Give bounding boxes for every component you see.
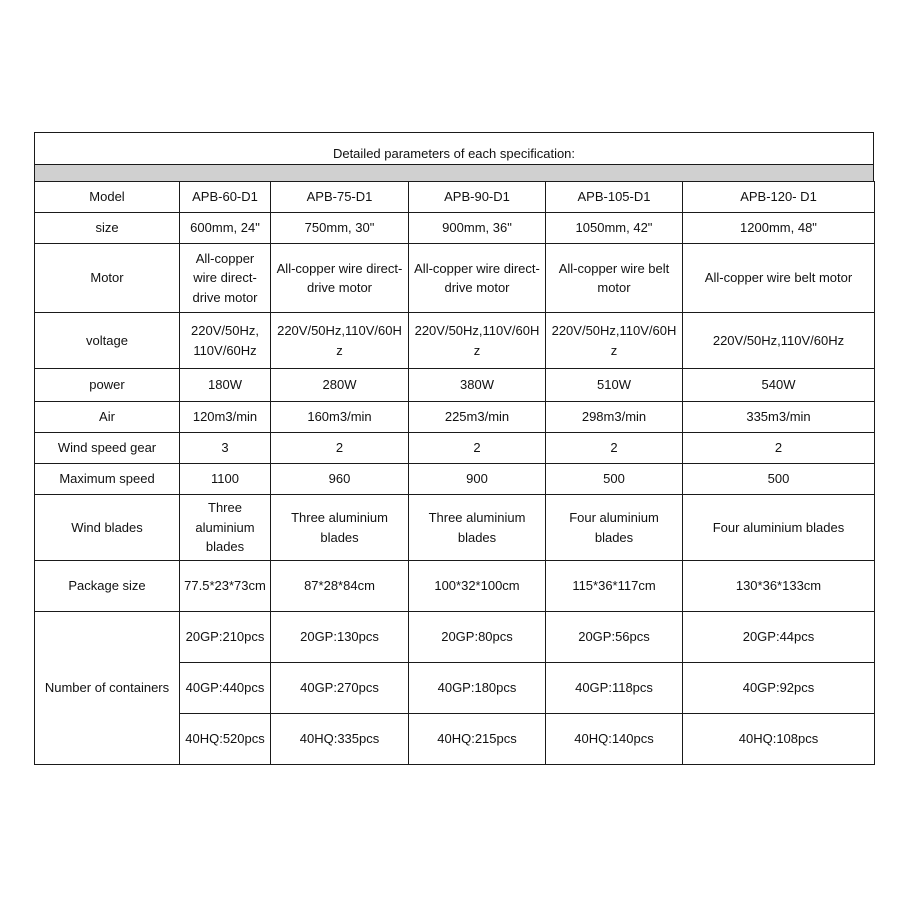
row-label-wind-speed-gear: Wind speed gear (35, 433, 180, 464)
cell-blades-1: Three aluminium blades (180, 495, 271, 561)
row-label-number-of-containers: Number of containers (35, 612, 180, 765)
cell-speed-1: 1100 (180, 464, 271, 495)
cell-air-4: 298m3/min (546, 402, 683, 433)
cell-gear-5: 2 (683, 433, 875, 464)
cell-air-2: 160m3/min (271, 402, 409, 433)
cell-voltage-2: 220V/50Hz,110V/60Hz (271, 313, 409, 369)
cell-gear-4: 2 (546, 433, 683, 464)
cell-package-5: 130*36*133cm (683, 561, 875, 612)
cell-air-1: 120m3/min (180, 402, 271, 433)
table-row-power (35, 369, 875, 402)
cell-40gp-4: 40GP:118pcs (546, 663, 683, 714)
row-label-model: Model (35, 182, 180, 213)
cell-motor-2: All-copper wire direct-drive motor (271, 244, 409, 313)
table-row-air (35, 402, 875, 433)
cell-package-2: 87*28*84cm (271, 561, 409, 612)
cell-power-3: 380W (409, 369, 546, 402)
row-label-air: Air (35, 402, 180, 433)
table-row-motor (35, 244, 875, 313)
header-band (34, 165, 874, 181)
cell-20gp-1: 20GP:210pcs (180, 612, 271, 663)
row-label-power: power (35, 369, 180, 402)
table-title (34, 132, 874, 165)
cell-gear-3: 2 (409, 433, 546, 464)
cell-size-5: 1200mm, 48" (683, 213, 875, 244)
row-label-maximum-speed: Maximum speed (35, 464, 180, 495)
cell-40gp-2: 40GP:270pcs (271, 663, 409, 714)
cell-voltage-1: 220V/50Hz, 110V/60Hz (180, 313, 271, 369)
table-row-package-size (35, 561, 875, 612)
table-row-wind-speed-gear (35, 433, 875, 464)
cell-power-5: 540W (683, 369, 875, 402)
table-row-size (35, 213, 875, 244)
cell-model-2: APB-75-D1 (271, 182, 409, 213)
cell-package-3: 100*32*100cm (409, 561, 546, 612)
cell-model-4: APB-105-D1 (546, 182, 683, 213)
spec-sheet (34, 132, 874, 765)
cell-40hq-3: 40HQ:215pcs (409, 714, 546, 765)
cell-gear-2: 2 (271, 433, 409, 464)
specification-table (34, 181, 875, 765)
row-label-package-size: Package size (35, 561, 180, 612)
cell-40hq-4: 40HQ:140pcs (546, 714, 683, 765)
row-label-voltage: voltage (35, 313, 180, 369)
cell-blades-2: Three aluminium blades (271, 495, 409, 561)
table-row-containers-20gp (35, 612, 875, 663)
cell-power-4: 510W (546, 369, 683, 402)
cell-20gp-2: 20GP:130pcs (271, 612, 409, 663)
table-row-voltage (35, 313, 875, 369)
cell-blades-5: Four aluminium blades (683, 495, 875, 561)
cell-voltage-4: 220V/50Hz,110V/60Hz (546, 313, 683, 369)
cell-speed-4: 500 (546, 464, 683, 495)
cell-size-2: 750mm, 30" (271, 213, 409, 244)
cell-voltage-3: 220V/50Hz,110V/60Hz (409, 313, 546, 369)
table-row-maximum-speed (35, 464, 875, 495)
cell-40gp-3: 40GP:180pcs (409, 663, 546, 714)
table-title-text: Detailed parameters of each specification: (332, 146, 576, 161)
cell-size-3: 900mm, 36" (409, 213, 546, 244)
cell-size-1: 600mm, 24" (180, 213, 271, 244)
cell-gear-1: 3 (180, 433, 271, 464)
cell-motor-3: All-copper wire direct-drive motor (409, 244, 546, 313)
cell-model-5: APB-120- D1 (683, 182, 875, 213)
cell-speed-5: 500 (683, 464, 875, 495)
table-row-model (35, 182, 875, 213)
row-label-wind-blades: Wind blades (35, 495, 180, 561)
cell-40hq-5: 40HQ:108pcs (683, 714, 875, 765)
row-label-size: size (35, 213, 180, 244)
table-row-wind-blades (35, 495, 875, 561)
cell-40gp-1: 40GP:440pcs (180, 663, 271, 714)
cell-40hq-1: 40HQ:520pcs (180, 714, 271, 765)
cell-power-1: 180W (180, 369, 271, 402)
cell-size-4: 1050mm, 42" (546, 213, 683, 244)
cell-air-5: 335m3/min (683, 402, 875, 433)
cell-blades-3: Three aluminium blades (409, 495, 546, 561)
cell-model-1: APB-60-D1 (180, 182, 271, 213)
cell-20gp-4: 20GP:56pcs (546, 612, 683, 663)
cell-20gp-5: 20GP:44pcs (683, 612, 875, 663)
row-label-motor: Motor (35, 244, 180, 313)
cell-air-3: 225m3/min (409, 402, 546, 433)
cell-package-1: 77.5*23*73cm (180, 561, 271, 612)
cell-power-2: 280W (271, 369, 409, 402)
cell-blades-4: Four aluminium blades (546, 495, 683, 561)
cell-speed-3: 900 (409, 464, 546, 495)
cell-40hq-2: 40HQ:335pcs (271, 714, 409, 765)
cell-motor-1: All-copper wire direct-drive motor (180, 244, 271, 313)
cell-20gp-3: 20GP:80pcs (409, 612, 546, 663)
cell-model-3: APB-90-D1 (409, 182, 546, 213)
cell-motor-4: All-copper wire belt motor (546, 244, 683, 313)
cell-speed-2: 960 (271, 464, 409, 495)
cell-40gp-5: 40GP:92pcs (683, 663, 875, 714)
cell-package-4: 115*36*117cm (546, 561, 683, 612)
cell-motor-5: All-copper wire belt motor (683, 244, 875, 313)
cell-voltage-5: 220V/50Hz,110V/60Hz (683, 313, 875, 369)
